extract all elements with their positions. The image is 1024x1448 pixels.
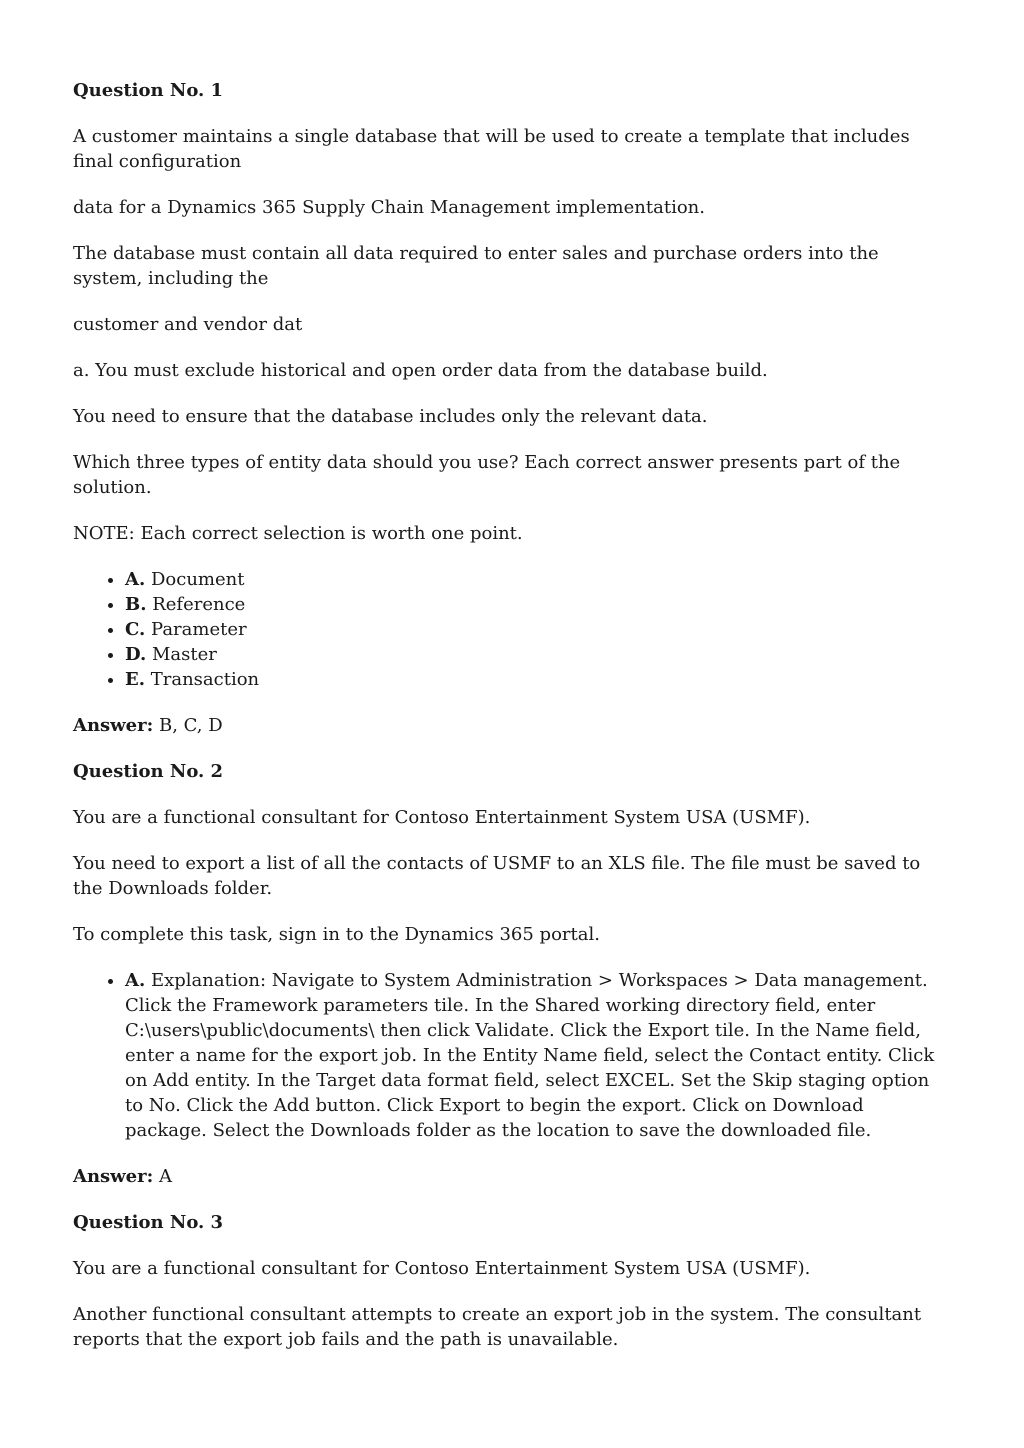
- option-text: Transaction: [150, 669, 260, 690]
- option-letter: B.: [125, 594, 147, 615]
- option-letter: A.: [125, 569, 146, 590]
- option-text: Document: [150, 569, 245, 590]
- question-text: data for a Dynamics 365 Supply Chain Management implementation.: [73, 197, 705, 218]
- question-text: NOTE: Each correct selection is worth one point.: [73, 523, 523, 544]
- question-text: The database must contain all data required to enter sales and purchase orders into the system, including the: [73, 243, 879, 289]
- option-text: Explanation: Navigate to System Administration > Workspaces > Data management. Click the Framework parameters tile. In the Shared working directory field, enter C:\users\public\documents\ then click Validate. Click the Export tile. In the Name field, enter a name for the export job. In the Entity Name field, select the Contact entity. Click on Add entity. In the Target data format field, select EXCEL. Set the Skip staging option to No. Click the Add button. Click Export to begin the export. Click on Download package. Select the Downloads folder as the location to save the downloaded file.: [125, 970, 935, 1141]
- option-letter: E.: [125, 669, 145, 690]
- option-item: [125, 667, 950, 692]
- question-text: Another functional consultant attempts to create an export job in the system. The consultant reports that the export job fails and the path is unavailable.: [73, 1304, 922, 1350]
- option-text: Master: [151, 644, 217, 665]
- option-item: [125, 567, 950, 592]
- question-text: You need to ensure that the database includes only the relevant data.: [73, 406, 708, 427]
- option-letter: D.: [125, 644, 147, 665]
- answer-label: Answer:: [73, 1166, 154, 1187]
- question-2: [73, 759, 950, 1189]
- option-item: [125, 592, 950, 617]
- question-1: [73, 78, 950, 738]
- option-letter: C.: [125, 619, 146, 640]
- answer-value: A: [159, 1166, 172, 1187]
- question-text: A customer maintains a single database that will be used to create a template that includes final configuration: [73, 126, 910, 172]
- question-text: customer and vendor dat: [73, 314, 303, 335]
- question-text: You need to export a list of all the contacts of USMF to an XLS file. The file must be saved to the Downloads folder.: [73, 853, 921, 899]
- question-text: a. You must exclude historical and open order data from the database build.: [73, 360, 768, 381]
- option-letter: A.: [125, 970, 146, 991]
- option-item: [125, 968, 950, 1143]
- answer-value: B, C, D: [159, 715, 223, 736]
- question-text: You are a functional consultant for Contoso Entertainment System USA (USMF).: [73, 807, 811, 828]
- option-list: [73, 968, 950, 1143]
- option-text: Parameter: [151, 619, 247, 640]
- question-title: Question No. 2: [73, 761, 224, 782]
- answer-line: [73, 1164, 950, 1189]
- question-title: Question No. 3: [73, 1212, 224, 1233]
- question-text: You are a functional consultant for Contoso Entertainment System USA (USMF).: [73, 1258, 811, 1279]
- question-title: Question No. 1: [73, 80, 224, 101]
- option-item: [125, 642, 950, 667]
- option-item: [125, 617, 950, 642]
- option-list: [73, 567, 950, 692]
- question-3: [73, 1210, 950, 1352]
- question-text: To complete this task, sign in to the Dynamics 365 portal.: [73, 924, 600, 945]
- question-text: Which three types of entity data should you use? Each correct answer presents part of the solution.: [73, 452, 901, 498]
- answer-line: [73, 713, 950, 738]
- option-text: Reference: [152, 594, 246, 615]
- answer-label: Answer:: [73, 715, 154, 736]
